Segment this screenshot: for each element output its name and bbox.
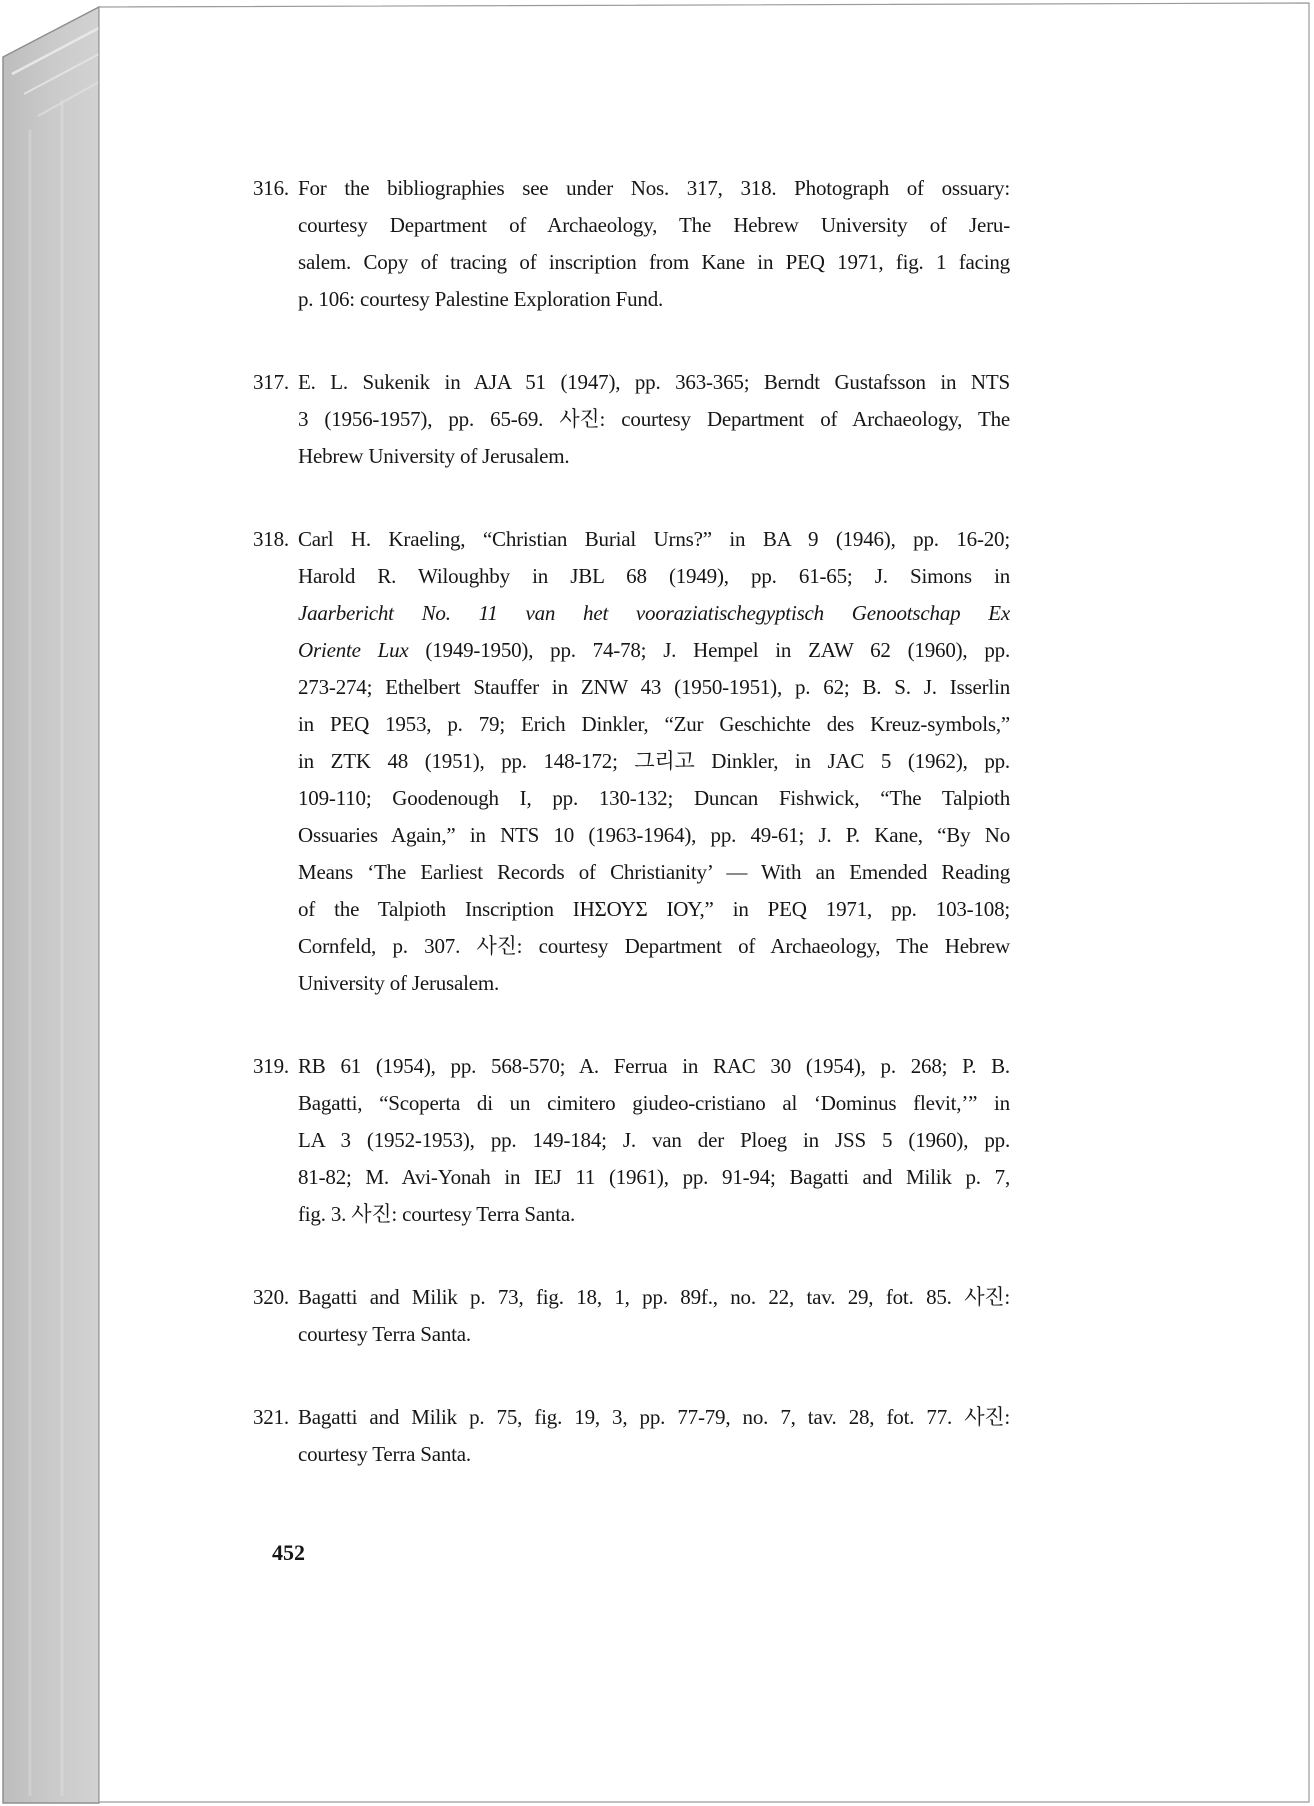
footnote-entry-319 bbox=[253, 1048, 1010, 1233]
entry-line: Bagatti, “Scoperta di un cimitero giudeo-cristiano al ‘Dominus flevit,’” in bbox=[298, 1091, 1010, 1115]
entry-line: 273-274; Ethelbert Stauffer in ZNW 43 (1950-1951), p. 62; B. S. J. Isserlin bbox=[298, 675, 1010, 699]
entry-text bbox=[298, 521, 1010, 1002]
entry-line: Hebrew University of Jerusalem. bbox=[298, 444, 570, 468]
entry-number: 316. bbox=[253, 176, 289, 200]
entry-number: 320. bbox=[253, 1285, 289, 1309]
spine-polygon bbox=[3, 7, 99, 1803]
entry-line: of the Talpioth Inscription ΙΗΣΟΥΣ ΙΟΥ,” in PEQ 1971, pp. 103-108; bbox=[298, 897, 1010, 921]
entry-line: Bagatti and Milik p. 73, fig. 18, 1, pp. 89f., no. 22, tav. 29, fot. 85. 사진: bbox=[298, 1285, 1010, 1309]
entry-number: 319. bbox=[253, 1054, 289, 1078]
entry-text bbox=[298, 1279, 1010, 1353]
entry-line: For the bibliographies see under Nos. 317, 318. Photograph of ossuary: bbox=[298, 176, 1010, 200]
entry-line: 3 (1956-1957), pp. 65-69. 사진: courtesy Department of Archaeology, The bbox=[298, 407, 1010, 431]
entry-line: courtesy Terra Santa. bbox=[298, 1322, 471, 1346]
entry-number: 321. bbox=[253, 1405, 289, 1429]
entry-line: Ossuaries Again,” in NTS 10 (1963-1964), pp. 49-61; J. P. Kane, “By No bbox=[298, 823, 1010, 847]
entry-line: Oriente Lux (1949-1950), pp. 74-78; J. Hempel in ZAW 62 (1960), pp. bbox=[298, 638, 1010, 662]
entry-line: in PEQ 1953, p. 79; Erich Dinkler, “Zur Geschichte des Kreuz-symbols,” bbox=[298, 712, 1010, 736]
entry-line: Cornfeld, p. 307. 사진: courtesy Department of Archaeology, The Hebrew bbox=[298, 934, 1010, 958]
entry-text bbox=[298, 364, 1010, 475]
entry-line: fig. 3. 사진: courtesy Terra Santa. bbox=[298, 1202, 576, 1226]
entry-text bbox=[298, 1399, 1010, 1473]
entry-line: courtesy Terra Santa. bbox=[298, 1442, 471, 1466]
entry-line: RB 61 (1954), pp. 568-570; A. Ferrua in RAC 30 (1954), p. 268; P. B. bbox=[298, 1054, 1010, 1078]
entry-line: E. L. Sukenik in AJA 51 (1947), pp. 363-365; Berndt Gustafsson in NTS bbox=[298, 370, 1010, 394]
footnotes-block bbox=[253, 170, 1010, 1473]
entry-line: p. 106: courtesy Palestine Exploration Fund. bbox=[298, 287, 664, 311]
entry-text bbox=[298, 170, 1010, 318]
entry-line: LA 3 (1952-1953), pp. 149-184; J. van der Ploeg in JSS 5 (1960), pp. bbox=[298, 1128, 1010, 1152]
footnote-entry-318 bbox=[253, 521, 1010, 1002]
entry-line: Means ‘The Earliest Records of Christianity’ — With an Emended Reading bbox=[298, 860, 1010, 884]
entry-line: salem. Copy of tracing of inscription from Kane in PEQ 1971, fig. 1 facing bbox=[298, 250, 1010, 274]
footnote-entry-320 bbox=[253, 1279, 1010, 1353]
footnote-entry-316 bbox=[253, 170, 1010, 318]
entry-line: Bagatti and Milik p. 75, fig. 19, 3, pp. 77-79, no. 7, tav. 28, fot. 77. 사진: bbox=[298, 1405, 1010, 1429]
entry-line: Carl H. Kraeling, “Christian Burial Urns?” in BA 9 (1946), pp. 16-20; bbox=[298, 527, 1010, 551]
entry-line: in ZTK 48 (1951), pp. 148-172; 그리고 Dinkler, in JAC 5 (1962), pp. bbox=[298, 749, 1010, 773]
entry-line: Jaarbericht No. 11 van het vooraziatischegyptisch Genootschap Ex bbox=[298, 601, 1010, 625]
entry-line: courtesy Department of Archaeology, The Hebrew University of Jeru- bbox=[298, 213, 1010, 237]
footnote-entry-321 bbox=[253, 1399, 1010, 1473]
page-number: 452 bbox=[272, 1540, 305, 1565]
entry-text bbox=[298, 1048, 1010, 1233]
entry-line: University of Jerusalem. bbox=[298, 971, 500, 995]
entry-line: 81-82; M. Avi-Yonah in IEJ 11 (1961), pp. 91-94; Bagatti and Milik p. 7, bbox=[298, 1165, 1010, 1189]
entry-number: 318. bbox=[253, 527, 289, 551]
footnote-entry-317 bbox=[253, 364, 1010, 475]
entry-line: Harold R. Wiloughby in JBL 68 (1949), pp. 61-65; J. Simons in bbox=[298, 564, 1010, 588]
entry-line: 109-110; Goodenough I, pp. 130-132; Duncan Fishwick, “The Talpioth bbox=[298, 786, 1010, 810]
entry-number: 317. bbox=[253, 370, 289, 394]
